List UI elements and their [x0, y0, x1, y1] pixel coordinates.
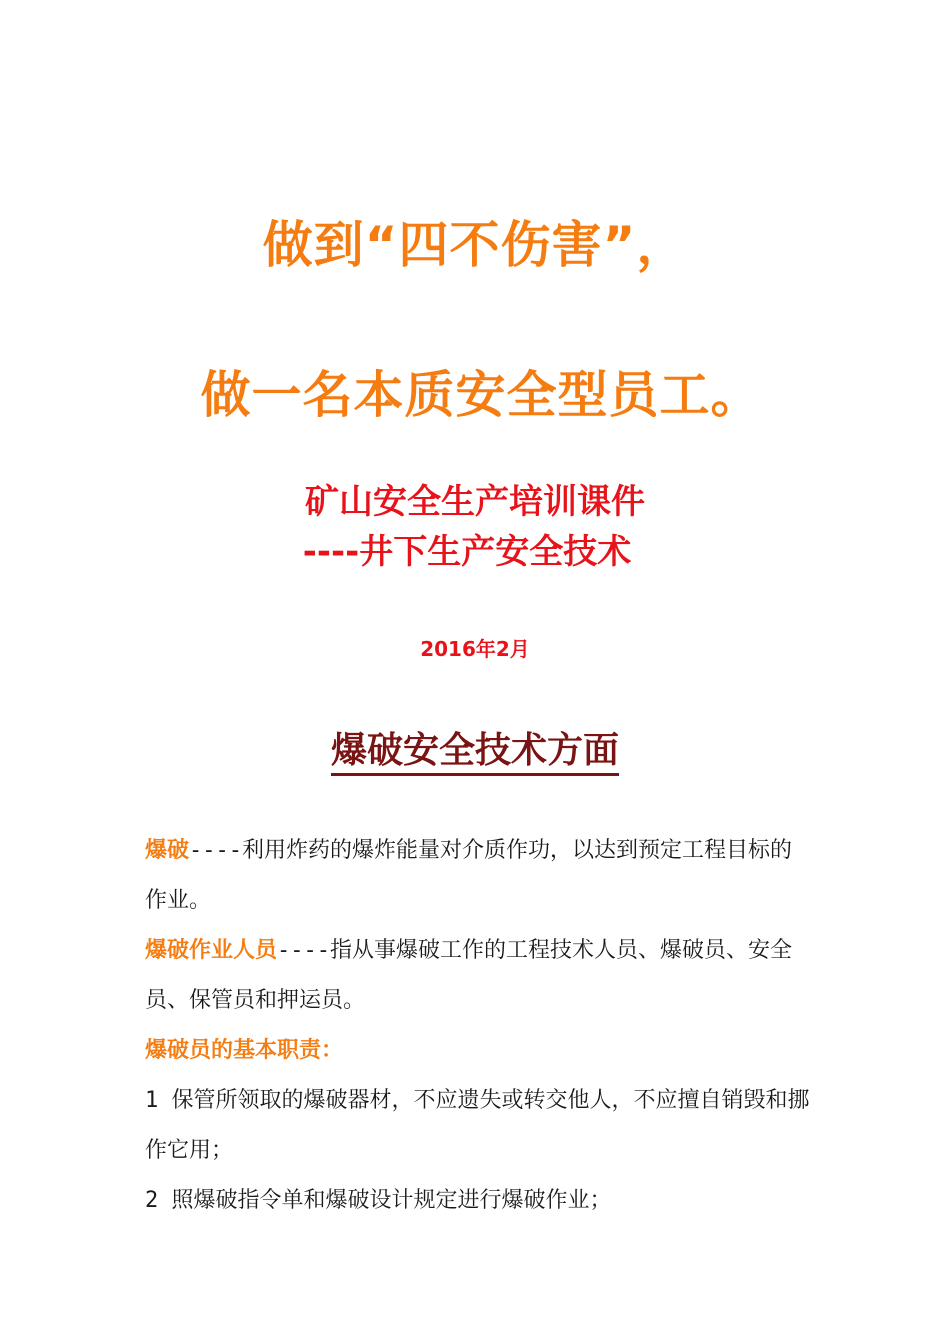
- headline-line-2: 做一名本质安全型员工。: [200, 366, 762, 424]
- section-title: [0, 726, 950, 776]
- paragraph-text: 1 保管所领取的爆破器材，不应遗失或转交他人，不应擅自销毁和挪作它用；: [145, 1088, 810, 1163]
- paragraph-text: ----指从事爆破工作的工程技术人员、爆破员、安全员、保管员和押运员。: [145, 938, 792, 1013]
- paragraph-duties-heading: [145, 1026, 810, 1076]
- list-item-duty-2: [145, 1176, 810, 1226]
- list-item-duty-1: [145, 1076, 810, 1176]
- subtitle-line-2: ----井下生产安全技术: [302, 532, 632, 572]
- paragraph-text: 2 照爆破指令单和爆破设计规定进行爆破作业；: [145, 1188, 612, 1213]
- body-text: [145, 826, 810, 1226]
- section-title-text: 爆破安全技术方面: [331, 730, 619, 776]
- paragraph-definition-blasting: [145, 826, 810, 926]
- paragraph-definition-personnel: [145, 926, 810, 1026]
- term-blasting: 爆破: [145, 838, 190, 863]
- term-blaster-duties: 爆破员的基本职责：: [145, 1038, 344, 1063]
- paragraph-text: ----利用炸药的爆炸能量对介质作功，以达到预定工程目标的作业。: [145, 838, 792, 913]
- headline-line-1: 做到“四不伤害”，: [262, 216, 688, 274]
- subtitle-line-1: 矿山安全生产培训课件: [305, 482, 645, 522]
- document-date: 2016年2月: [420, 637, 530, 661]
- term-blasting-personnel: 爆破作业人员: [145, 938, 278, 963]
